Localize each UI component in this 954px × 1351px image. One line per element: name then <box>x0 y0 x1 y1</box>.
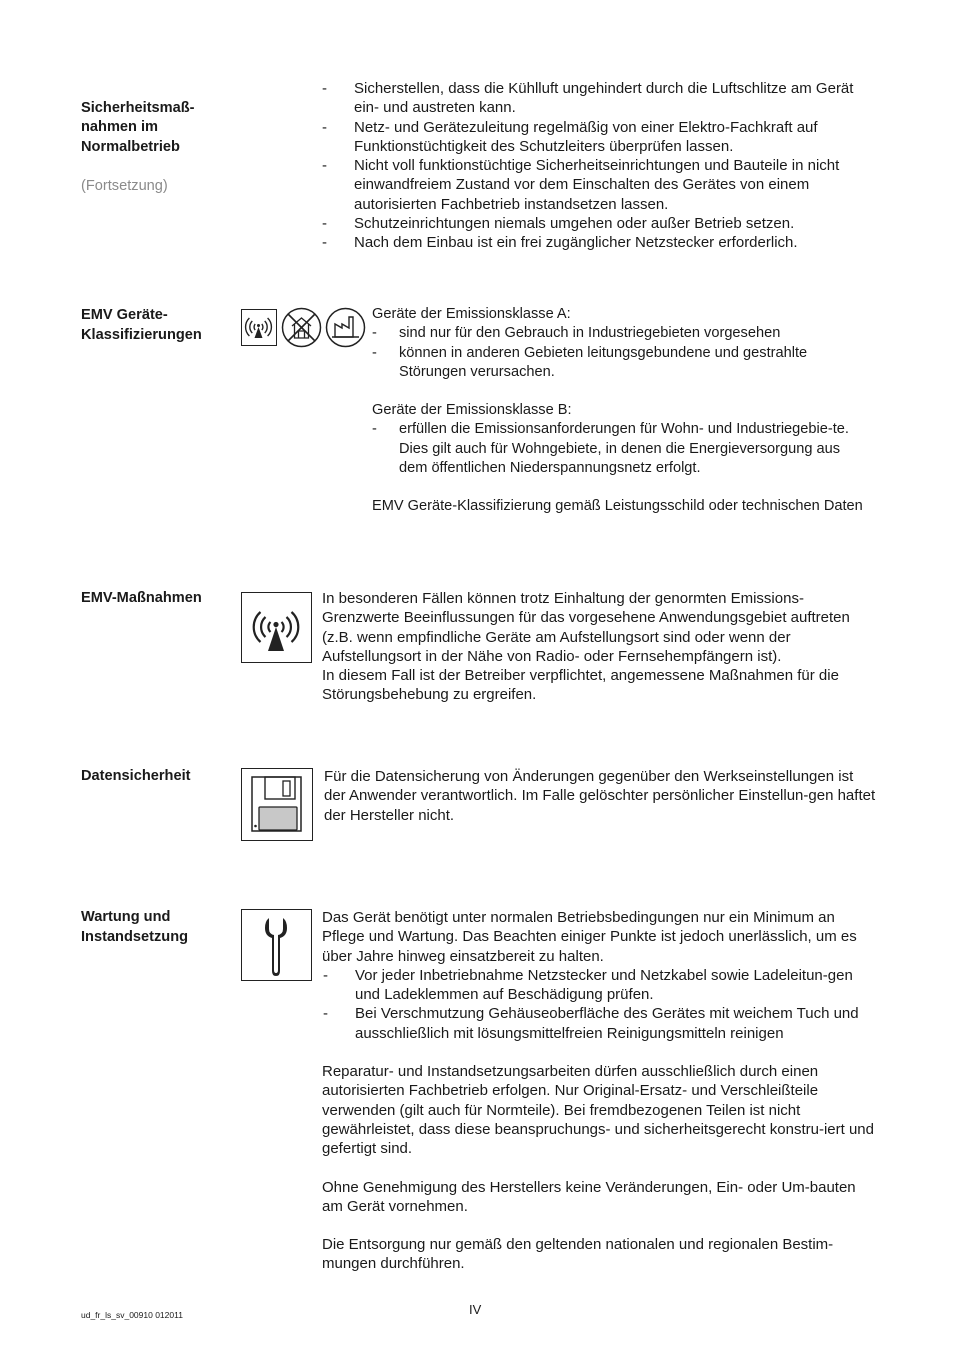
list-item: - Nach dem Einbau ist ein frei zugänglicher Netzstecker erforderlich. <box>321 233 866 252</box>
safety-heading <box>81 79 231 197</box>
emv-class-content <box>372 305 872 517</box>
emv-measures-heading: EMV-Maßnahmen <box>81 590 202 606</box>
data-security-text: Für die Datensicherung von Änderungen gegenüber den Werkseinstellungen ist der Anwender verantwortlich. Im Falle gelöschter persönlicher Einstellun-gen haftet der Hersteller nicht. <box>324 768 876 824</box>
emission-icon <box>241 309 277 346</box>
maintenance-paragraph: Die Entsorgung nur gemäß den geltenden nationalen und regionalen Bestim-mungen durchführen. <box>322 1236 834 1273</box>
maintenance-intro: Das Gerät benötigt unter normalen Betriebsbedingungen nur ein Minimum an Pflege und Wartung. Das Beachten einiger Punkte ist jedoch unerlässlich, um es über Jahre hinweg einsatzbereit zu halten. <box>322 909 857 965</box>
no-residential-icon <box>281 307 322 348</box>
emv-class-note: EMV Geräte-Klassifizierung gemäß Leistungsschild oder technischen Daten <box>372 498 863 515</box>
maintenance-paragraph: Reparatur- und Instandsetzungsarbeiten dürfen ausschließlich durch einen autorisierten Fachbetrieb erfolgen. Nur Original-Ersatz- und Verschleißteile verwenden (gilt auch für Normteile). Bei fremdbezogenen Teilen ist nicht gewährleistet, dass diese beanspruchungs- und sicherheitsgerecht konstru-iert und gefertigt sind. <box>322 1063 874 1158</box>
data-security-heading: Datensicherheit <box>81 768 191 784</box>
list-item: - erfüllen die Emissionsanforderungen für Wohn- und Industriegebie-te. Dies gilt auch für Wohngebiete, in denen die Energieversorgung aus dem öffentlichen Niederspannungsnetz erfolgt. <box>372 420 872 478</box>
list-item: - Bei Verschmutzung Gehäuseoberfläche des Gerätes mit weichem Tuch und ausschließlich mit lösungsmittelfreien Reinigungsmitteln reinigen <box>322 1004 874 1043</box>
industrial-icon <box>325 307 366 348</box>
maintenance-list <box>322 966 874 1043</box>
list-item: - Nicht voll funktionstüchtige Sicherheitseinrichtungen und Bauteile in nicht einwandfreiem Zustand vor dem Einschalten des Gerätes von einem autorisierten Fachbetrieb instandsetzen lassen. <box>321 156 866 214</box>
class-a-title: Geräte der Emissionsklasse A: <box>372 306 571 322</box>
emission-icon <box>241 592 312 663</box>
emv-class-heading: EMV Geräte- Klassifizierungen <box>81 307 202 343</box>
safety-subheading: (Fortsetzung) <box>81 177 168 194</box>
floppy-disk-icon <box>241 768 313 841</box>
wrench-icon <box>241 909 312 981</box>
page-number: IV <box>469 1302 482 1317</box>
class-b-list <box>372 420 872 478</box>
list-item: - Netz- und Gerätezuleitung regelmäßig von einer Elektro-Fachkraft auf Funktionstüchtigkeit des Schutzleiters überprüfen lassen. <box>321 118 866 157</box>
list-item: - Schutzeinrichtungen niemals umgehen oder außer Betrieb setzen. <box>321 214 866 233</box>
class-a-list <box>372 324 872 382</box>
maintenance-paragraph: Ohne Genehmigung des Herstellers keine Veränderungen, Ein- oder Um-bauten am Gerät vornehmen. <box>322 1178 856 1215</box>
list-item: - Sicherstellen, dass die Kühlluft ungehindert durch die Luftschlitze am Gerät ein- und austreten kann. <box>321 79 866 118</box>
safety-heading-text: Sicherheitsmaß- nahmen im Normalbetrieb <box>81 99 195 155</box>
list-item: - sind nur für den Gebrauch in Industriegebieten vorgesehen <box>372 324 872 343</box>
document-code: ud_fr_ls_sv_00910 012011 <box>81 1310 183 1320</box>
list-item: - können in anderen Gebieten leitungsgebundene und gestrahlte Störungen verursachen. <box>372 344 872 383</box>
maintenance-heading: Wartung und Instandsetzung <box>81 909 189 945</box>
maintenance-content <box>322 908 874 1274</box>
class-b-title: Geräte der Emissionsklasse B: <box>372 402 572 419</box>
list-item: - Vor jeder Inbetriebnahme Netzstecker und Netzkabel sowie Ladeleitun-gen und Ladeklemmen auf Beschädigung prüfen. <box>322 966 874 1005</box>
emv-measures-text: In besonderen Fällen können trotz Einhaltung der genormten Emissions-Grenzwerte Beeinflussungen für das vorgesehene Anwendungsgebiet auftreten (z.B. wenn empfindliche Geräte am Aufstellungsort sind oder wenn der Aufstellungsort in der Nähe von Radio- oder Fernsehempfängern ist). In diesem Fall ist der Betreiber verpflichtet, angemessene Maßnahmen für die Störungsbehebung zu ergreifen. <box>322 590 850 704</box>
safety-list <box>321 79 866 253</box>
